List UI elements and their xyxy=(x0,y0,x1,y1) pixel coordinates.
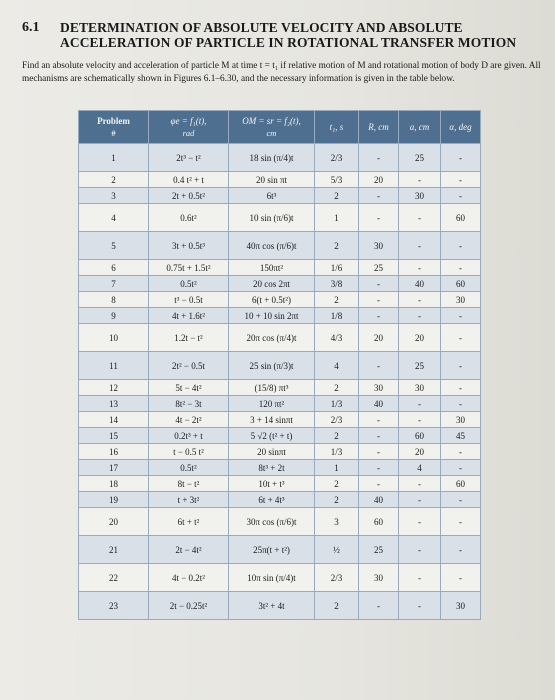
a-cell: - xyxy=(399,592,441,620)
om-cell: 10 sin (π/6)t xyxy=(229,204,315,232)
om-cell: 20 sinπt xyxy=(229,444,315,460)
table-row xyxy=(79,460,481,476)
r-cell: 30 xyxy=(359,564,399,592)
r-cell: 30 xyxy=(359,232,399,260)
phi-cell: 0.4 t² + t xyxy=(149,172,229,188)
r-cell: - xyxy=(359,592,399,620)
alpha-cell: - xyxy=(441,460,481,476)
phi-cell: t − 0.5 t² xyxy=(149,444,229,460)
table-row xyxy=(79,260,481,276)
phi-cell: 8t − t² xyxy=(149,476,229,492)
alpha-cell: 60 xyxy=(441,204,481,232)
problem-number: 1 xyxy=(79,144,149,172)
alpha-cell: - xyxy=(441,172,481,188)
r-cell: - xyxy=(359,144,399,172)
phi-cell: t³ − 0.5t xyxy=(149,292,229,308)
a-cell: 25 xyxy=(399,352,441,380)
om-cell: 8t³ + 2t xyxy=(229,460,315,476)
problem-statement: Find an absolute velocity and acceleration of particle M at time t = t₁ if relative motion of M and rotational motion of body D are given. All mechanisms are schematically shown in Figures 6.1–6.30, and the necessary information is given in the table below. xyxy=(22,61,541,84)
phi-cell: 8t² − 3t xyxy=(149,396,229,412)
phi-cell: 2t² − 0.5t xyxy=(149,352,229,380)
t1-cell: 2 xyxy=(315,592,359,620)
om-cell: 10π sin (π/4)t xyxy=(229,564,315,592)
a-cell: 60 xyxy=(399,428,441,444)
a-cell: 30 xyxy=(399,380,441,396)
a-cell: - xyxy=(399,492,441,508)
a-cell: 30 xyxy=(399,188,441,204)
phi-cell: 0.5t² xyxy=(149,460,229,476)
a-cell: - xyxy=(399,396,441,412)
om-cell: 20 cos 2πt xyxy=(229,276,315,292)
alpha-cell: - xyxy=(441,260,481,276)
phi-cell: 0.2t³ + t xyxy=(149,428,229,444)
a-cell: - xyxy=(399,308,441,324)
problem-number: 6 xyxy=(79,260,149,276)
t1-cell: 2/3 xyxy=(315,564,359,592)
table-row xyxy=(79,172,481,188)
problem-number: 16 xyxy=(79,444,149,460)
r-cell: - xyxy=(359,460,399,476)
alpha-cell: 30 xyxy=(441,412,481,428)
problem-number: 3 xyxy=(79,188,149,204)
table-row xyxy=(79,428,481,444)
alpha-cell: 30 xyxy=(441,592,481,620)
om-cell: 25 sin (π/3)t xyxy=(229,352,315,380)
om-cell: 20 sin πt xyxy=(229,172,315,188)
t1-cell: 2 xyxy=(315,380,359,396)
r-cell: - xyxy=(359,412,399,428)
problem-number: 22 xyxy=(79,564,149,592)
r-cell: 30 xyxy=(359,380,399,396)
r-cell: 20 xyxy=(359,172,399,188)
r-cell: - xyxy=(359,352,399,380)
t1-cell: ½ xyxy=(315,536,359,564)
table-row xyxy=(79,188,481,204)
problem-number: 10 xyxy=(79,324,149,352)
alpha-cell: - xyxy=(441,232,481,260)
phi-cell: 1.2t − t² xyxy=(149,324,229,352)
phi-cell: 4t + 1.6t² xyxy=(149,308,229,324)
section-title xyxy=(60,20,550,50)
header-t1: t₁, s xyxy=(315,111,359,144)
om-cell: 10 + 10 sin 2πt xyxy=(229,308,315,324)
a-cell: - xyxy=(399,412,441,428)
t1-cell: 1 xyxy=(315,460,359,476)
om-cell: 6t + 4t³ xyxy=(229,492,315,508)
t1-cell: 5/3 xyxy=(315,172,359,188)
problem-number: 7 xyxy=(79,276,149,292)
r-cell: - xyxy=(359,204,399,232)
phi-cell: 4t − 2t² xyxy=(149,412,229,428)
r-cell: - xyxy=(359,444,399,460)
table-row xyxy=(79,292,481,308)
t1-cell: 4 xyxy=(315,352,359,380)
r-cell: - xyxy=(359,428,399,444)
om-cell: 10t + t³ xyxy=(229,476,315,492)
table-row xyxy=(79,396,481,412)
phi-cell: 6t + t² xyxy=(149,508,229,536)
header-om: OM = sr = f₂(t), cm xyxy=(229,111,315,144)
problem-number: 4 xyxy=(79,204,149,232)
om-cell: 25π(t + t²) xyxy=(229,536,315,564)
om-cell: 40π cos (π/6)t xyxy=(229,232,315,260)
table-header-row xyxy=(79,111,481,144)
section-title-line-1: DETERMINATION OF ABSOLUTE VELOCITY AND ABSOLUTE xyxy=(60,20,463,35)
phi-cell: 0.5t² xyxy=(149,276,229,292)
phi-cell: 2t − 4t² xyxy=(149,536,229,564)
alpha-cell: 60 xyxy=(441,476,481,492)
a-cell: 40 xyxy=(399,276,441,292)
a-cell: - xyxy=(399,536,441,564)
r-cell: 40 xyxy=(359,492,399,508)
om-cell: 3 + 14 sinπt xyxy=(229,412,315,428)
alpha-cell: - xyxy=(441,492,481,508)
table-row xyxy=(79,508,481,536)
t1-cell: 1/3 xyxy=(315,444,359,460)
header-problem: Problem # xyxy=(79,111,149,144)
phi-cell: 3t + 0.5t³ xyxy=(149,232,229,260)
a-cell: 4 xyxy=(399,460,441,476)
om-cell: 20π cos (π/4)t xyxy=(229,324,315,352)
header-r: R, cm xyxy=(359,111,399,144)
t1-cell: 2 xyxy=(315,476,359,492)
alpha-cell: - xyxy=(441,396,481,412)
r-cell: - xyxy=(359,276,399,292)
phi-cell: 2t + 0.5t² xyxy=(149,188,229,204)
problem-number: 5 xyxy=(79,232,149,260)
section-number: 6.1 xyxy=(22,20,40,35)
problem-number: 21 xyxy=(79,536,149,564)
table-row xyxy=(79,204,481,232)
t1-cell: 2 xyxy=(315,428,359,444)
table-row xyxy=(79,380,481,396)
t1-cell: 2/3 xyxy=(315,412,359,428)
t1-cell: 1/3 xyxy=(315,396,359,412)
header-alpha: α, deg xyxy=(441,111,481,144)
alpha-cell: - xyxy=(441,188,481,204)
alpha-cell: - xyxy=(441,380,481,396)
t1-cell: 2 xyxy=(315,492,359,508)
phi-cell: 2t − 0.25t² xyxy=(149,592,229,620)
table-row xyxy=(79,412,481,428)
r-cell: - xyxy=(359,308,399,324)
table-row xyxy=(79,308,481,324)
problem-data-table xyxy=(78,110,481,620)
r-cell: 60 xyxy=(359,508,399,536)
t1-cell: 2 xyxy=(315,232,359,260)
t1-cell: 1 xyxy=(315,204,359,232)
table-row xyxy=(79,324,481,352)
r-cell: 25 xyxy=(359,260,399,276)
table-row xyxy=(79,352,481,380)
alpha-cell: - xyxy=(441,508,481,536)
table-row xyxy=(79,476,481,492)
problem-number: 23 xyxy=(79,592,149,620)
problem-number: 15 xyxy=(79,428,149,444)
t1-cell: 2 xyxy=(315,292,359,308)
alpha-cell: 30 xyxy=(441,292,481,308)
phi-cell: 4t − 0.2t² xyxy=(149,564,229,592)
om-cell: (15/8) πt³ xyxy=(229,380,315,396)
problem-number: 19 xyxy=(79,492,149,508)
r-cell: - xyxy=(359,476,399,492)
r-cell: 40 xyxy=(359,396,399,412)
t1-cell: 4/3 xyxy=(315,324,359,352)
om-cell: 6(t + 0.5t²) xyxy=(229,292,315,308)
t1-cell: 1/8 xyxy=(315,308,359,324)
alpha-cell: - xyxy=(441,352,481,380)
problem-number: 11 xyxy=(79,352,149,380)
a-cell: 25 xyxy=(399,144,441,172)
phi-cell: 0.6t² xyxy=(149,204,229,232)
header-phi: φe = f₁(t), rad xyxy=(149,111,229,144)
r-cell: 25 xyxy=(359,536,399,564)
t1-cell: 1/6 xyxy=(315,260,359,276)
alpha-cell: 45 xyxy=(441,428,481,444)
table-row xyxy=(79,276,481,292)
a-cell: - xyxy=(399,260,441,276)
problem-number: 17 xyxy=(79,460,149,476)
table-row xyxy=(79,536,481,564)
a-cell: - xyxy=(399,508,441,536)
alpha-cell: - xyxy=(441,308,481,324)
table-row xyxy=(79,144,481,172)
table-row xyxy=(79,492,481,508)
alpha-cell: 60 xyxy=(441,276,481,292)
problem-number: 9 xyxy=(79,308,149,324)
r-cell: 20 xyxy=(359,324,399,352)
problem-number: 18 xyxy=(79,476,149,492)
problem-number: 8 xyxy=(79,292,149,308)
a-cell: - xyxy=(399,564,441,592)
table-row xyxy=(79,564,481,592)
problem-number: 13 xyxy=(79,396,149,412)
problem-number: 2 xyxy=(79,172,149,188)
r-cell: - xyxy=(359,292,399,308)
a-cell: 20 xyxy=(399,324,441,352)
t1-cell: 2/3 xyxy=(315,144,359,172)
om-cell: 30π cos (π/6)t xyxy=(229,508,315,536)
om-cell: 5 √2 (t² + t) xyxy=(229,428,315,444)
t1-cell: 2 xyxy=(315,188,359,204)
r-cell: - xyxy=(359,188,399,204)
phi-cell: t + 3t² xyxy=(149,492,229,508)
problem-number: 14 xyxy=(79,412,149,428)
alpha-cell: - xyxy=(441,536,481,564)
a-cell: - xyxy=(399,204,441,232)
a-cell: - xyxy=(399,232,441,260)
om-cell: 3t² + 4t xyxy=(229,592,315,620)
table-row xyxy=(79,592,481,620)
t1-cell: 3 xyxy=(315,508,359,536)
a-cell: - xyxy=(399,172,441,188)
om-cell: 18 sin (π/4)t xyxy=(229,144,315,172)
phi-cell: 0.75t + 1.5t² xyxy=(149,260,229,276)
alpha-cell: - xyxy=(441,564,481,592)
a-cell: - xyxy=(399,476,441,492)
phi-cell: 5t − 4t² xyxy=(149,380,229,396)
om-cell: 120 πt² xyxy=(229,396,315,412)
table-row xyxy=(79,232,481,260)
om-cell: 6t³ xyxy=(229,188,315,204)
alpha-cell: - xyxy=(441,144,481,172)
section-title-line-2: ACCELERATION OF PARTICLE IN ROTATIONAL TRANSFER MOTION xyxy=(60,35,517,50)
om-cell: 150πt² xyxy=(229,260,315,276)
alpha-cell: - xyxy=(441,444,481,460)
a-cell: - xyxy=(399,292,441,308)
table-row xyxy=(79,444,481,460)
header-a: a, cm xyxy=(399,111,441,144)
t1-cell: 3/8 xyxy=(315,276,359,292)
problem-number: 20 xyxy=(79,508,149,536)
phi-cell: 2t³ − t² xyxy=(149,144,229,172)
a-cell: 20 xyxy=(399,444,441,460)
problem-number: 12 xyxy=(79,380,149,396)
alpha-cell: - xyxy=(441,324,481,352)
